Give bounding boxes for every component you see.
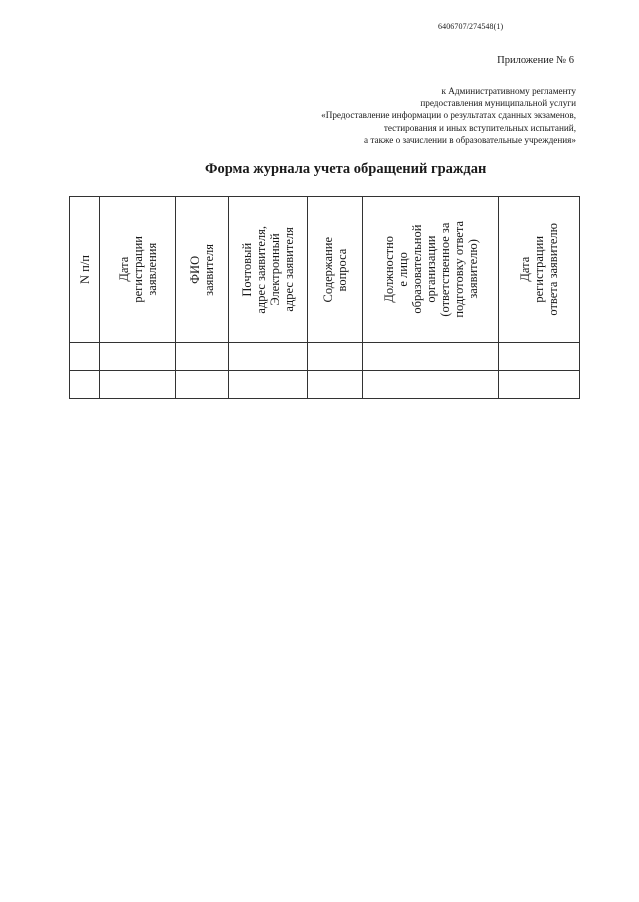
table-cell <box>499 343 580 371</box>
header-line: (ответственное за <box>437 222 452 317</box>
document-id: 6406707/274548(1) <box>438 22 504 31</box>
header-line: образовательной <box>409 224 424 315</box>
header-number <box>70 197 100 343</box>
header-row <box>70 197 580 343</box>
table-cell <box>308 343 363 371</box>
table-row <box>70 371 580 399</box>
header-line: Электронный <box>268 233 282 306</box>
header-line: Содержание <box>321 236 335 303</box>
header-line: ответа заявителю <box>546 223 560 316</box>
header-full-name <box>176 197 229 343</box>
table-row <box>70 343 580 371</box>
table-cell <box>229 343 308 371</box>
header-line: заявителя <box>202 243 216 296</box>
header-line: регистрации <box>532 236 546 303</box>
table-cell <box>229 371 308 399</box>
table-cell <box>70 371 100 399</box>
journal-table <box>69 196 580 399</box>
regulation-line: «Предоставление информации о результатах сданных экзаменов, <box>321 110 576 121</box>
header-registration-date <box>100 197 176 343</box>
table-cell <box>308 371 363 399</box>
header-line: ФИО <box>188 255 202 284</box>
form-title: Форма журнала учета обращений граждан <box>205 161 487 177</box>
table-cell <box>176 343 229 371</box>
regulation-line: а также о зачислении в образовательные учреждения» <box>364 134 576 145</box>
header-line: Должностно <box>381 236 396 303</box>
header-line: N п/п <box>77 254 92 284</box>
regulation-line: к Административному регламенту <box>441 86 576 96</box>
header-response-date <box>499 197 580 343</box>
table-cell <box>176 371 229 399</box>
appendix-number: Приложение № 6 <box>497 55 574 66</box>
header-line: заявителю) <box>465 239 480 300</box>
header-line: Дата <box>116 257 131 282</box>
regulation-reference <box>321 85 576 146</box>
header-address <box>229 197 308 343</box>
header-line: вопроса <box>335 248 349 291</box>
regulation-line: предоставления муниципальной услуги <box>420 98 576 109</box>
table-cell <box>499 371 580 399</box>
header-line: Дата <box>518 257 532 282</box>
header-line: заявления <box>144 243 159 296</box>
header-line: адрес заявителя, <box>254 225 268 314</box>
header-line: Почтовый <box>240 242 254 297</box>
table-cell <box>100 343 176 371</box>
table-cell <box>70 343 100 371</box>
table-cell <box>363 371 499 399</box>
table-cell <box>100 371 176 399</box>
header-line: подготовку ответа <box>451 221 466 318</box>
regulation-line: тестирования и иных вступительных испытаний, <box>383 122 576 133</box>
header-line: е лицо <box>395 252 410 287</box>
header-line: организации <box>423 235 438 304</box>
header-question-content <box>308 197 363 343</box>
header-responsible-official <box>363 197 499 343</box>
table-cell <box>363 343 499 371</box>
header-line: адрес заявителя <box>282 227 296 312</box>
header-line: регистрации <box>130 236 145 303</box>
